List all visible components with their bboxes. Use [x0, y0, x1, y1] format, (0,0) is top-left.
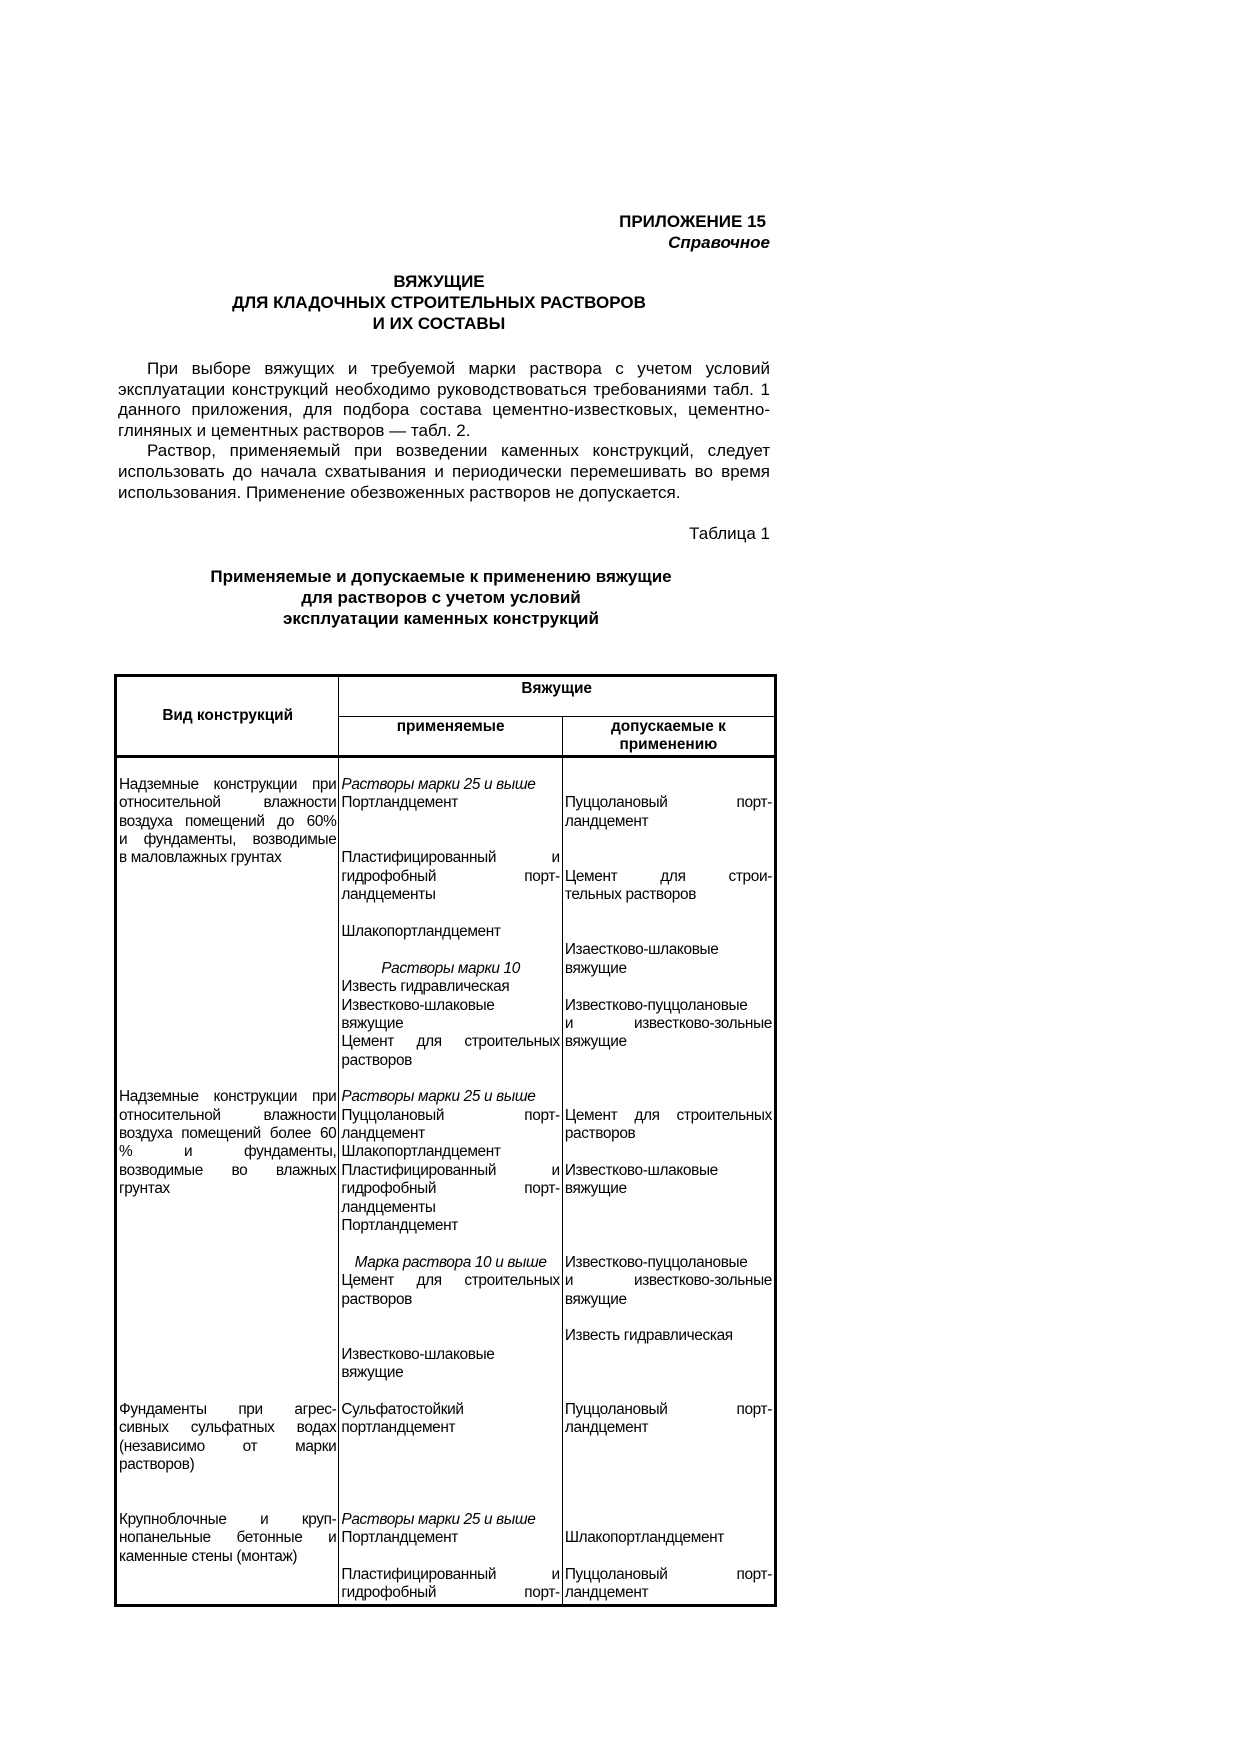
cell-text-line: ландцемент: [341, 1125, 425, 1143]
cell-text-line: растворов): [119, 1455, 195, 1473]
cell-text-line: Пуццолановый порт-: [564, 1400, 772, 1418]
cell-text-line: и фундаменты, возводимые: [119, 831, 337, 849]
cell-text-line: Надземные конструкции при: [119, 1088, 337, 1106]
cell-text-line: Пластифицированный и: [341, 1161, 560, 1179]
cell-text-line: каменные стены (монтаж): [119, 1547, 298, 1565]
cell-text-line: растворов: [564, 1125, 636, 1143]
cell-text-line: Пуццолановый порт-: [564, 1565, 772, 1583]
intro-paragraph-1: При выборе вяжущих и требуемой марки раствора с учетом условий эксплуатации конструкций необходимо руководствоваться требованиями табл. 1 данного приложения, для подбора состава цементно-известковых, цементно-глиняных и цементных растворов — табл. 2.: [118, 359, 770, 440]
cell-text-line: ландцемент: [564, 1584, 649, 1602]
cell-text-line: Известково-шлаковые: [341, 1345, 495, 1363]
cell-text-line: Крупноблочные и круп-: [119, 1510, 337, 1528]
construction-type-cell: [116, 1070, 339, 1382]
cell-text-line: [565, 1199, 772, 1236]
cell-text-line: Цемент для строи-: [564, 867, 772, 885]
cell-text-line: ландцементы: [341, 1198, 436, 1216]
cell-text-line: Растворы марки 25 и выше: [341, 1510, 536, 1528]
cell-text-line: растворов: [341, 1051, 412, 1069]
cell-text-line: [565, 905, 772, 923]
cell-text-line: [565, 1548, 772, 1566]
cell-text-line: [341, 813, 559, 850]
cell-text-line: нопанельные бетонные и: [119, 1529, 337, 1547]
header-applied: применяемые: [339, 717, 562, 757]
cell-text-line: Известково-пуццолановые: [564, 996, 748, 1014]
applied-binders-cell: [339, 1383, 562, 1475]
cell-text-line: вяжущие: [341, 1015, 404, 1033]
cell-text-line: вяжущие: [564, 1033, 627, 1051]
cell-text-line: Шлакопортландцемент: [341, 923, 501, 941]
cell-text-line: гидрофобный порт-: [341, 1180, 560, 1198]
allowed-binders-cell: [562, 1383, 775, 1475]
header-binders: Вяжущие: [339, 676, 776, 717]
cell-text-line: [341, 1309, 559, 1346]
cell-text-line: и известково-зольные: [564, 1272, 772, 1290]
cell-text-line: Растворы марки 25 и выше: [341, 775, 536, 793]
table-row: [116, 1383, 776, 1475]
cell-text-line: Пуццолановый порт-: [341, 1106, 560, 1124]
cell-text-line: % и фундаменты,: [119, 1143, 337, 1161]
document-title: [108, 271, 770, 334]
table-title-line-2: для растворов с учетом условий: [301, 588, 581, 608]
cell-text-line: [565, 831, 772, 849]
table-title-line-1: Применяемые и допускаемые к применению вяжущие: [210, 567, 672, 587]
cell-text-line: Растворы марки 10: [381, 959, 520, 977]
cell-text-line: Пластифицированный и: [341, 849, 560, 867]
cell-text-line: Портландцемент: [341, 1529, 458, 1547]
cell-text-line: [565, 1143, 772, 1161]
allowed-binders-cell: [562, 1070, 775, 1382]
cell-text-line: сивных сульфатных водах: [119, 1419, 337, 1437]
table-row: [116, 1070, 776, 1382]
cell-text-line: Шлакопортландцемент: [564, 1529, 725, 1547]
cell-text-line: Марка раствора 10 и выше: [354, 1253, 547, 1271]
table-title-line-3: эксплуатации каменных конструкций: [283, 609, 599, 629]
cell-text-line: [341, 1548, 559, 1566]
cell-text-line: [565, 849, 772, 867]
cell-text-line: Известь гидравлическая: [564, 1327, 733, 1345]
cell-text-line: Сульфатостойкий: [341, 1400, 464, 1418]
cell-text-line: вяжущие: [564, 1290, 627, 1308]
cell-text-line: Известково-шлаковые: [341, 996, 495, 1014]
cell-text-line: Цемент для строительных: [341, 1033, 560, 1051]
title-line-2: ДЛЯ КЛАДОЧНЫХ СТРОИТЕЛЬНЫХ РАСТВОРОВ: [232, 293, 646, 312]
cell-text-line: Цемент для строительных: [341, 1272, 560, 1290]
cell-text-line: Цемент для строительных: [564, 1106, 772, 1124]
cell-text-line: [341, 1236, 559, 1254]
construction-type-cell: [116, 1474, 339, 1605]
cell-text-line: [565, 978, 772, 996]
cell-text-line: портландцемент: [341, 1419, 456, 1437]
cell-text-line: вяжущие: [564, 1180, 627, 1198]
allowed-binders-cell: [562, 1474, 775, 1605]
table-title: [112, 566, 770, 629]
intro-text: [118, 359, 770, 503]
construction-type-cell: [116, 756, 339, 1070]
cell-text-line: в маловлажных грунтах: [119, 849, 282, 867]
cell-text-line: относительной влажности: [119, 1106, 337, 1124]
cell-text-line: Шлакопортландцемент: [341, 1143, 501, 1161]
cell-text-line: возводимые во влажных: [119, 1161, 337, 1179]
appendix-type: Справочное: [668, 233, 770, 252]
cell-text-line: Портландцемент: [341, 794, 458, 812]
applied-binders-cell: [339, 1474, 562, 1605]
cell-text-line: ландцемент: [564, 812, 649, 830]
cell-text-line: (независимо от марки: [119, 1437, 337, 1455]
cell-text-line: и известково-зольные: [564, 1015, 772, 1032]
document-page: [118, 212, 770, 629]
cell-text-line: Известково-шлаковые: [564, 1161, 718, 1179]
table-row: [116, 1474, 776, 1605]
cell-text-line: тельных растворов: [564, 886, 697, 904]
cell-text-line: Фундаменты при агрес-: [119, 1400, 337, 1418]
cell-text-line: [341, 941, 559, 959]
appendix-number: ПРИЛОЖЕНИЕ 15: [619, 212, 766, 231]
header-allowed: допускаемые к применению: [562, 717, 775, 757]
applied-binders-cell: [339, 756, 562, 1070]
cell-text-line: Известь гидравлическая: [341, 978, 510, 996]
cell-text-line: воздуха помещений до 60%: [119, 812, 337, 830]
cell-text-line: Пластифицированный и: [341, 1565, 560, 1583]
cell-text-line: вяжущие: [564, 959, 627, 977]
cell-text-line: относительной влажности: [119, 794, 337, 812]
binders-table: [114, 674, 777, 1607]
table-label: Таблица 1: [689, 524, 770, 544]
cell-text-line: ландцемент: [564, 1419, 649, 1437]
title-line-1: ВЯЖУЩИЕ: [393, 272, 485, 291]
intro-paragraph-2: Раствор, применяемый при возведении каменных конструкций, следует использовать до начала схватывания и периодически перемешивать во время использования. Применение обезвоженных растворов не допускается.: [118, 441, 770, 502]
cell-text-line: воздуха помещений более 60: [119, 1125, 337, 1143]
cell-text-line: грунтах: [119, 1180, 170, 1198]
cell-text-line: [341, 905, 559, 923]
cell-text-line: [565, 923, 772, 941]
cell-text-line: [565, 1235, 772, 1253]
construction-type-cell: [116, 1383, 339, 1475]
header-construction-type: Вид конструкций: [116, 676, 339, 757]
cell-text-line: ландцементы: [341, 886, 436, 904]
cell-text-line: гидрофобный порт-: [341, 1584, 560, 1602]
cell-text-line: Портландцемент: [341, 1217, 458, 1235]
cell-text-line: [565, 1309, 772, 1327]
table-row: [116, 756, 776, 1070]
cell-text-line: Изаестково-шлаковые: [564, 941, 719, 959]
allowed-binders-cell: [562, 756, 775, 1070]
cell-text-line: Пуццолановый порт-: [564, 794, 772, 812]
cell-text-line: Известково-пуццолановые: [564, 1253, 748, 1271]
cell-text-line: гидрофобный порт-: [341, 867, 560, 885]
cell-text-line: растворов: [341, 1290, 412, 1308]
cell-text-line: Надземные конструкции при: [119, 775, 337, 793]
title-line-3: И ИХ СОСТАВЫ: [372, 314, 506, 333]
cell-text-line: Растворы марки 25 и выше: [341, 1088, 536, 1106]
applied-binders-cell: [339, 1070, 562, 1382]
cell-text-line: вяжущие: [341, 1364, 404, 1382]
